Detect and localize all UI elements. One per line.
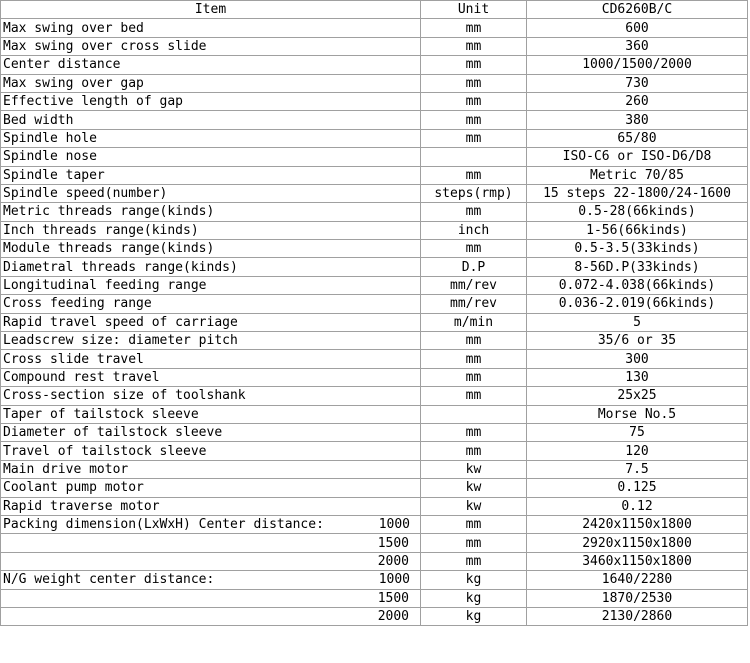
row-value: 0.12 (527, 497, 748, 515)
row-item: Travel of tailstock sleeve (1, 442, 421, 460)
weight-item (1, 607, 421, 625)
packing-item (1, 515, 421, 533)
packing-value: 3460x1150x1800 (527, 552, 748, 570)
row-value: 260 (527, 92, 748, 110)
row-item: Spindle taper (1, 166, 421, 184)
table-row (1, 240, 748, 258)
row-value: 7.5 (527, 460, 748, 478)
row-item: Center distance (1, 56, 421, 74)
row-item: Inch threads range(kinds) (1, 221, 421, 239)
row-value: 0.036-2.019(66kinds) (527, 295, 748, 313)
row-value: 65/80 (527, 129, 748, 147)
weight-sub: 2000 (377, 609, 409, 625)
row-value: 120 (527, 442, 748, 460)
row-unit: mm/rev (421, 276, 527, 294)
weight-item (1, 571, 421, 589)
weight-unit: kg (421, 607, 527, 625)
row-item: Max swing over gap (1, 74, 421, 92)
table-row (1, 166, 748, 184)
row-unit: mm (421, 368, 527, 386)
packing-row (1, 534, 748, 552)
row-unit: mm (421, 111, 527, 129)
row-unit: mm/rev (421, 295, 527, 313)
table-row (1, 479, 748, 497)
header-model: CD6260B/C (527, 1, 748, 19)
row-value: 730 (527, 74, 748, 92)
row-value: 25x25 (527, 387, 748, 405)
row-unit: D.P (421, 258, 527, 276)
row-item: Spindle hole (1, 129, 421, 147)
table-row (1, 37, 748, 55)
row-item: Taper of tailstock sleeve (1, 405, 421, 423)
header-unit: Unit (421, 1, 527, 19)
packing-value: 2420x1150x1800 (527, 515, 748, 533)
packing-unit: mm (421, 515, 527, 533)
row-item: Diameter of tailstock sleeve (1, 423, 421, 441)
table-row (1, 460, 748, 478)
row-value: 130 (527, 368, 748, 386)
row-item: Effective length of gap (1, 92, 421, 110)
packing-sub: 1500 (377, 535, 409, 551)
packing-item (1, 552, 421, 570)
row-item: Diametral threads range(kinds) (1, 258, 421, 276)
row-value: 75 (527, 423, 748, 441)
row-unit: m/min (421, 313, 527, 331)
table-row (1, 92, 748, 110)
weight-unit: kg (421, 571, 527, 589)
packing-value: 2920x1150x1800 (527, 534, 748, 552)
packing-row (1, 552, 748, 570)
row-unit: mm (421, 74, 527, 92)
row-unit: mm (421, 37, 527, 55)
row-unit (421, 148, 527, 166)
row-value: 0.5-28(66kinds) (527, 203, 748, 221)
row-value: 0.072-4.038(66kinds) (527, 276, 748, 294)
packing-unit: mm (421, 534, 527, 552)
packing-unit: mm (421, 552, 527, 570)
table-row (1, 203, 748, 221)
row-item: Longitudinal feeding range (1, 276, 421, 294)
row-value: 360 (527, 37, 748, 55)
row-item: Module threads range(kinds) (1, 240, 421, 258)
packing-label: Packing dimension(LxWxH) Center distance: (3, 517, 324, 533)
row-unit: mm (421, 240, 527, 258)
row-item: Spindle nose (1, 148, 421, 166)
weight-value: 2130/2860 (527, 607, 748, 625)
table-row (1, 74, 748, 92)
row-unit: inch (421, 221, 527, 239)
table-row (1, 313, 748, 331)
weight-item (1, 589, 421, 607)
row-value: 35/6 or 35 (527, 332, 748, 350)
row-value: Morse No.5 (527, 405, 748, 423)
table-row (1, 497, 748, 515)
weight-sub: 1000 (378, 572, 410, 588)
table-row (1, 387, 748, 405)
row-unit: kw (421, 497, 527, 515)
row-value: Metric 70/85 (527, 166, 748, 184)
packing-item (1, 534, 421, 552)
row-unit: mm (421, 92, 527, 110)
table-row (1, 184, 748, 202)
packing-sub: 1000 (378, 517, 410, 533)
row-value: 1000/1500/2000 (527, 56, 748, 74)
packing-sub: 2000 (377, 553, 409, 569)
row-unit (421, 405, 527, 423)
row-value: 15 steps 22-1800/24-1600 (527, 184, 748, 202)
packing-row (1, 515, 748, 533)
row-value: 300 (527, 350, 748, 368)
table-row (1, 368, 748, 386)
row-unit: mm (421, 129, 527, 147)
row-unit: steps(rmp) (421, 184, 527, 202)
header-row (1, 1, 748, 19)
table-row (1, 258, 748, 276)
row-item: Cross slide travel (1, 350, 421, 368)
row-value: 0.125 (527, 479, 748, 497)
weight-value: 1640/2280 (527, 571, 748, 589)
table-row (1, 19, 748, 37)
table-row (1, 148, 748, 166)
row-unit: mm (421, 332, 527, 350)
row-item: Max swing over cross slide (1, 37, 421, 55)
row-value: 600 (527, 19, 748, 37)
table-row (1, 332, 748, 350)
row-unit: mm (421, 203, 527, 221)
row-unit: mm (421, 423, 527, 441)
row-unit: mm (421, 442, 527, 460)
row-item: Coolant pump motor (1, 479, 421, 497)
weight-row (1, 571, 748, 589)
row-value: 1-56(66kinds) (527, 221, 748, 239)
row-value: 8-56D.P(33kinds) (527, 258, 748, 276)
weight-unit: kg (421, 589, 527, 607)
table-row (1, 129, 748, 147)
weight-value: 1870/2530 (527, 589, 748, 607)
row-item: Bed width (1, 111, 421, 129)
row-item: Cross-section size of toolshank (1, 387, 421, 405)
table-row (1, 221, 748, 239)
table-row (1, 295, 748, 313)
weight-label: N/G weight center distance: (3, 572, 215, 588)
row-unit: mm (421, 166, 527, 184)
row-unit: mm (421, 56, 527, 74)
table-row (1, 276, 748, 294)
row-item: Cross feeding range (1, 295, 421, 313)
header-item: Item (1, 1, 421, 19)
table-row (1, 405, 748, 423)
row-unit: kw (421, 479, 527, 497)
table-row (1, 350, 748, 368)
weight-sub: 1500 (377, 590, 409, 606)
table-row (1, 442, 748, 460)
row-item: Max swing over bed (1, 19, 421, 37)
row-item: Rapid travel speed of carriage (1, 313, 421, 331)
weight-row (1, 589, 748, 607)
row-item: Metric threads range(kinds) (1, 203, 421, 221)
row-value: ISO-C6 or ISO-D6/D8 (527, 148, 748, 166)
row-value: 380 (527, 111, 748, 129)
row-unit: mm (421, 19, 527, 37)
weight-row (1, 607, 748, 625)
row-value: 5 (527, 313, 748, 331)
row-unit: mm (421, 350, 527, 368)
row-item: Spindle speed(number) (1, 184, 421, 202)
row-unit: mm (421, 387, 527, 405)
row-item: Compound rest travel (1, 368, 421, 386)
row-item: Leadscrew size: diameter pitch (1, 332, 421, 350)
row-unit: kw (421, 460, 527, 478)
table-row (1, 111, 748, 129)
spec-body (1, 19, 748, 626)
row-value: 0.5-3.5(33kinds) (527, 240, 748, 258)
table-row (1, 423, 748, 441)
row-item: Main drive motor (1, 460, 421, 478)
row-item: Rapid traverse motor (1, 497, 421, 515)
table-row (1, 56, 748, 74)
